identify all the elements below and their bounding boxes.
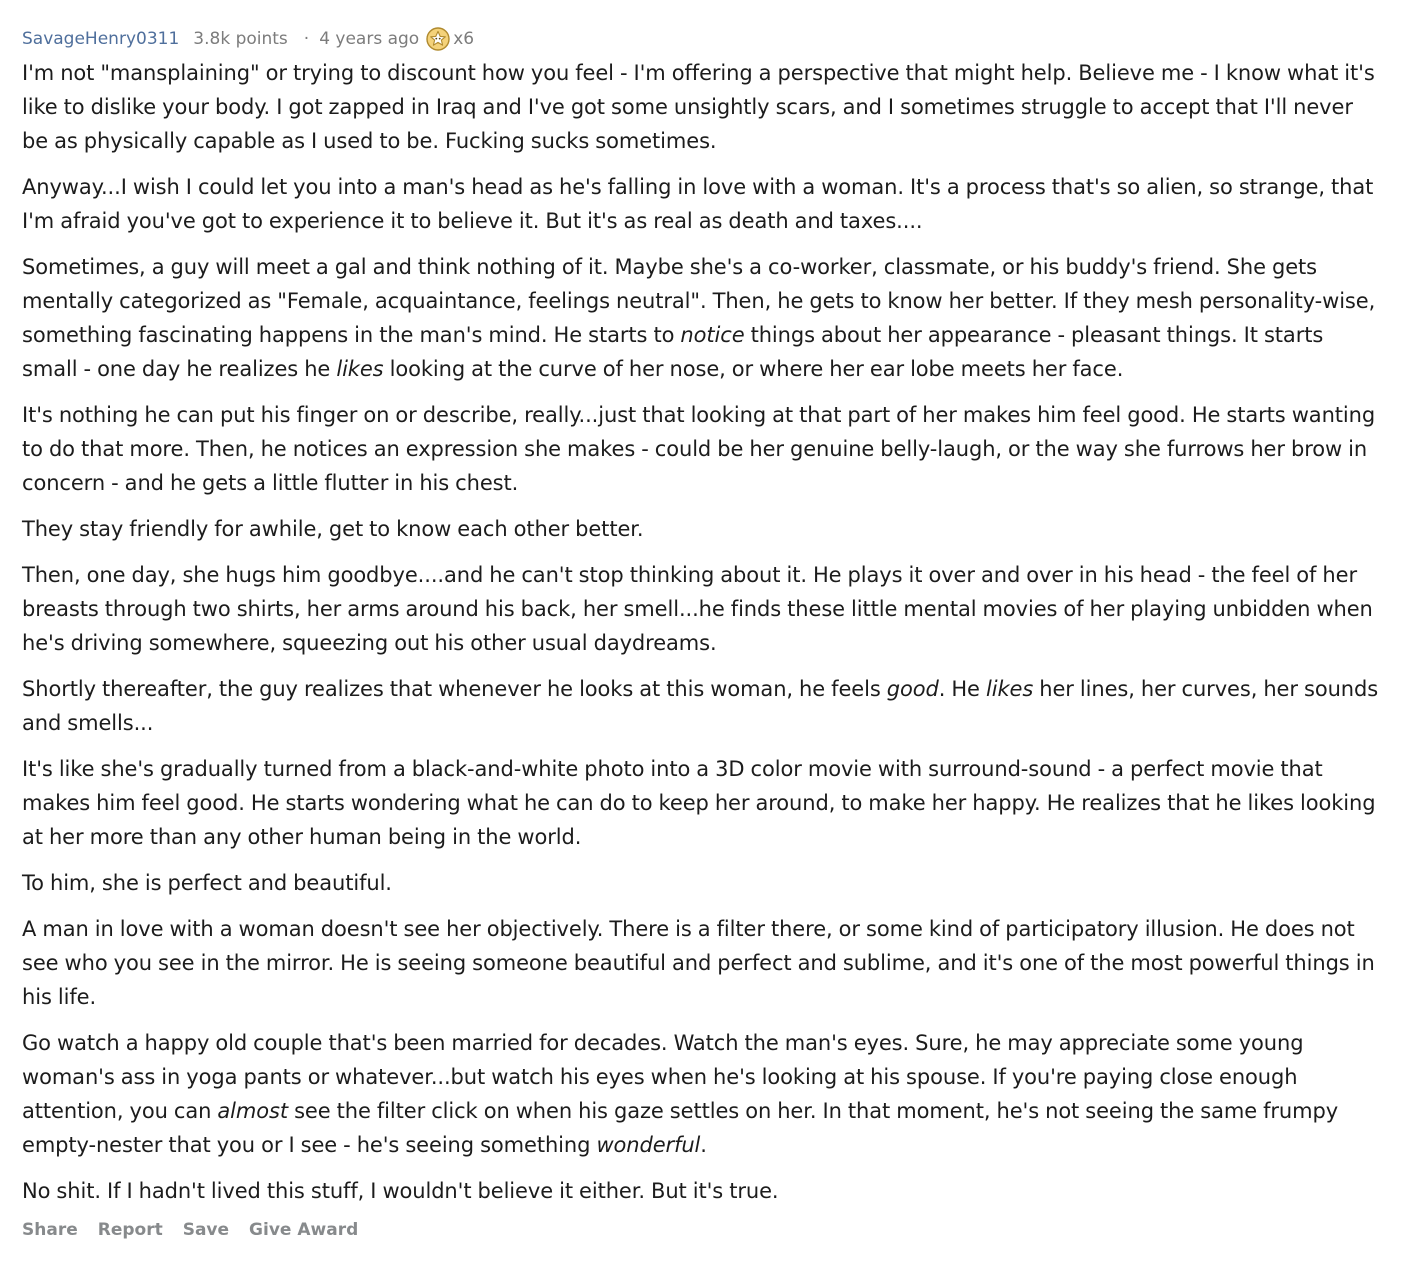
emphasis-text: good: [886, 677, 939, 701]
emphasis-text: likes: [985, 677, 1034, 701]
paragraph-8: [22, 752, 1384, 854]
paragraph-text: No shit. If I hadn't lived this stuff, I wouldn't believe it either. But it's true.: [22, 1179, 779, 1203]
paragraph-5: [22, 512, 1384, 546]
comment-body: [22, 56, 1384, 1208]
emphasis-text: likes: [336, 357, 384, 381]
paragraph-text: things about her appearance - pleasant things. It starts small - one day he realizes he: [22, 323, 1324, 381]
meta-separator: ·: [303, 29, 310, 49]
paragraph-text: To him, she is perfect and beautiful.: [22, 871, 392, 895]
paragraph-text: Go watch a happy old couple that's been married for decades. Watch the man's eyes. Sure, he may appreciate some young woman's ass in yoga pants or whatever...but watch his eyes when he's looking at his spouse. If you're paying close enough attention, you can: [22, 1031, 1304, 1123]
paragraph-11: [22, 1026, 1384, 1162]
paragraph-text: her lines, her curves, her sounds and smells...: [22, 677, 1379, 735]
comment-meta: [22, 22, 1384, 56]
report-button[interactable]: Report: [97, 1220, 163, 1240]
give-award-button[interactable]: Give Award: [249, 1220, 359, 1240]
paragraph-text: .: [700, 1133, 707, 1157]
comment-actions: [22, 1220, 1384, 1240]
award-count: x6: [453, 29, 475, 49]
paragraph-12: [22, 1174, 1384, 1208]
emphasis-text: notice: [680, 323, 745, 347]
paragraph-text: Sometimes, a guy will meet a gal and think nothing of it. Maybe she's a co-worker, classmate, or his buddy's friend. She gets mentally categorized as "Female, acquaintance, feelings neutral". Then, he gets to know her better. If they mesh personality-wise, something fascinating happens in the man's mind. He starts to: [22, 255, 1376, 347]
paragraph-text: A man in love with a woman doesn't see her objectively. There is a filter there, or some kind of participatory illusion. He does not see who you see in the mirror. He is seeing someone beautiful and perfect and sublime, and it's one of the most powerful things in his life.: [22, 917, 1375, 1009]
paragraph-text: Then, one day, she hugs him goodbye....and he can't stop thinking about it. He plays it over and over in his head - the feel of her breasts through two shirts, her arms around his back, her smell...he finds these little mental movies of her playing unbidden when he's driving somewhere, squeezing out his other usual daydreams.: [22, 563, 1373, 655]
timestamp[interactable]: 4 years ago: [319, 29, 420, 49]
paragraph-text: Shortly thereafter, the guy realizes that whenever he looks at this woman, he feels: [22, 677, 887, 701]
author-link[interactable]: SavageHenry0311: [22, 29, 180, 49]
paragraph-4: [22, 398, 1384, 500]
paragraph-1: [22, 56, 1384, 158]
emphasis-text: almost: [217, 1099, 288, 1123]
paragraph-10: [22, 912, 1384, 1014]
paragraph-6: [22, 558, 1384, 660]
share-button[interactable]: Share: [22, 1220, 78, 1240]
paragraph-text: It's nothing he can put his finger on or describe, really...just that looking at that part of her makes him feel good. He starts wanting to do that more. Then, he notices an expression she makes - could be her genuine belly-laugh, or the way she furrows her brow in concern - and he gets a little flutter in his chest.: [22, 403, 1376, 495]
paragraph-text: I'm not "mansplaining" or trying to discount how you feel - I'm offering a perspective that might help. Believe me - I know what it's like to dislike your body. I got zapped in Iraq and I've got some unsightly scars, and I sometimes struggle to accept that I'll never be as physically capable as I used to be. Fucking sucks sometimes.: [22, 61, 1375, 153]
save-button[interactable]: Save: [182, 1220, 230, 1240]
points-count: 3.8k points: [193, 29, 288, 49]
paragraph-text: see the filter click on when his gaze settles on her. In that moment, he's not seeing the same frumpy empty-nester that you or I see - he's seeing something: [22, 1099, 1339, 1157]
paragraph-text: . He: [938, 677, 986, 701]
paragraph-text: It's like she's gradually turned from a black-and-white photo into a 3D color movie with surround-sound - a perfect movie that makes him feel good. He starts wondering what he can do to keep her around, to make her happy. He realizes that he likes looking at her more than any other human being in the world.: [22, 757, 1376, 849]
paragraph-text: They stay friendly for awhile, get to know each other better.: [22, 517, 644, 541]
paragraph-text: Anyway...I wish I could let you into a man's head as he's falling in love with a woman. It's a process that's so alien, so strange, that I'm afraid you've got to experience it to believe it. But it's as real as death and taxes....: [22, 175, 1374, 233]
award-medal-icon[interactable]: [425, 26, 451, 52]
paragraph-2: [22, 170, 1384, 238]
paragraph-text: looking at the curve of her nose, or where her ear lobe meets her face.: [383, 357, 1124, 381]
paragraph-9: [22, 866, 1384, 900]
emphasis-text: wonderful: [596, 1133, 701, 1157]
paragraph-7: [22, 672, 1384, 740]
paragraph-3: [22, 250, 1384, 386]
